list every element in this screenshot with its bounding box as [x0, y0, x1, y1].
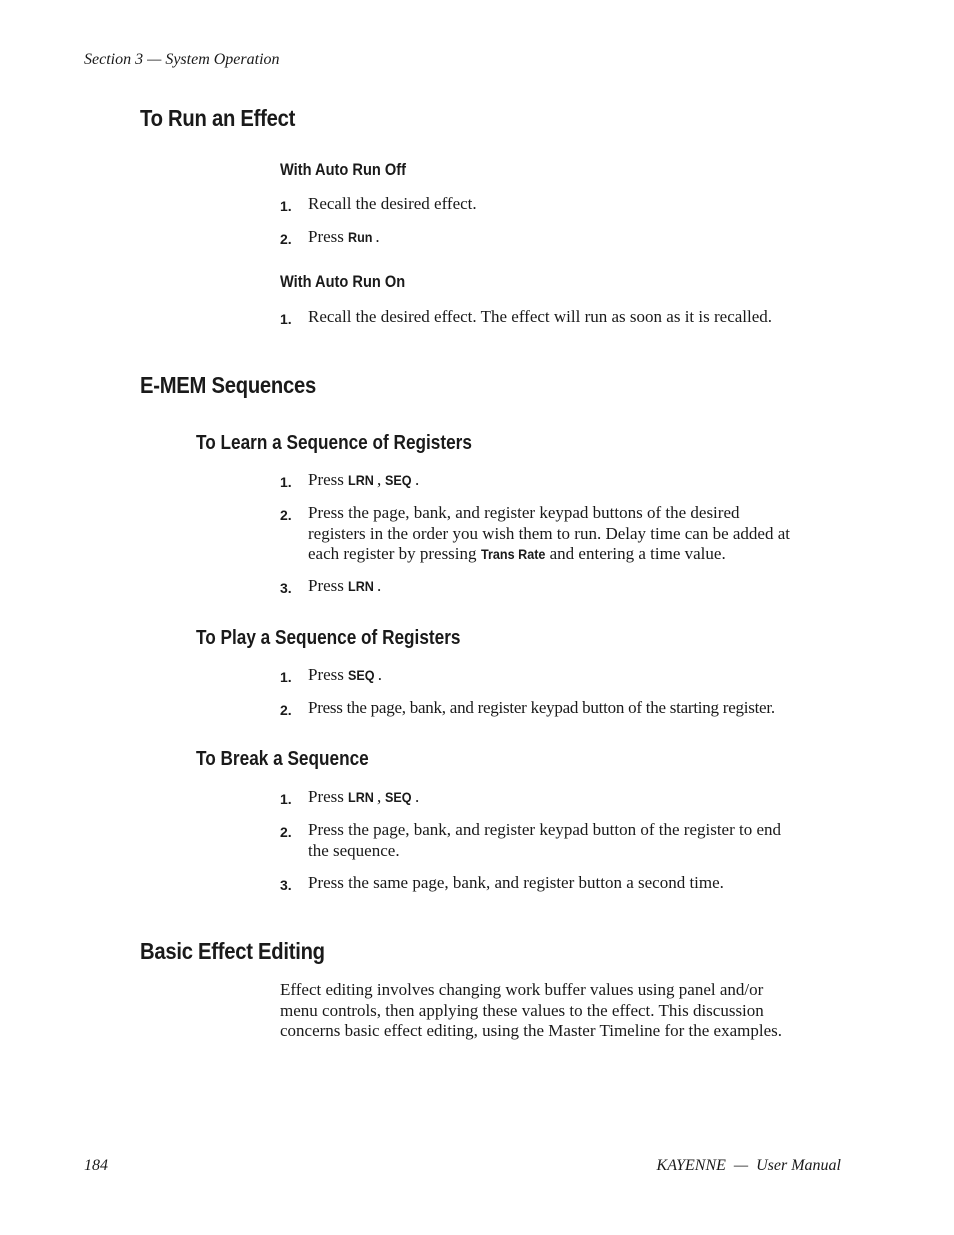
section-title-run-effect: To Run an Effect	[140, 105, 296, 131]
list-item	[280, 307, 840, 328]
list-item	[280, 698, 850, 719]
list-item	[280, 470, 840, 491]
keyword-lrn: LRN	[348, 789, 375, 805]
step-text: Press the same page, bank, and register button a second time.	[308, 873, 724, 892]
list-item	[280, 787, 840, 808]
section-title-emem-sequences: E-MEM Sequences	[140, 372, 316, 398]
keyword-trans-rate: Trans Rate	[480, 546, 546, 562]
list-item	[280, 227, 840, 248]
keyword-lrn: LRN	[348, 472, 375, 488]
keyword-seq: SEQ	[385, 472, 413, 488]
step-text: Press the page, bank, and register keypad button of the register to end the sequence.	[308, 820, 782, 860]
step-number: 3.	[280, 580, 292, 596]
step-number: 1.	[280, 669, 292, 685]
list-item	[280, 503, 850, 565]
keyword-run: Run	[348, 229, 373, 245]
step-text: Press SEQ .	[308, 665, 382, 684]
step-number: 3.	[280, 877, 292, 893]
list-item	[280, 194, 840, 215]
step-number: 2.	[280, 824, 292, 840]
body-paragraph: Effect editing involves changing work buffer values using panel and/or menu controls, then applying these values to the effect. This discussion concerns basic effect editing, using the Master Timeline for the examples.	[280, 980, 782, 1040]
step-text: Press the page, bank, and register keypad button of the starting register.	[308, 698, 775, 717]
step-text: Press the page, bank, and register keypad buttons of the desired registers in the order you wish them to run. Delay time can be added at each register by pressing Trans Rate and entering a time value.	[308, 503, 790, 563]
step-number: 1.	[280, 311, 292, 327]
section-title-basic-effect-editing: Basic Effect Editing	[140, 938, 325, 964]
step-number: 1.	[280, 474, 292, 490]
step-number: 1.	[280, 198, 292, 214]
list-item	[280, 665, 840, 686]
subheading-auto-run-off: With Auto Run Off	[280, 160, 407, 179]
subheading-auto-run-on: With Auto Run On	[280, 272, 406, 291]
keyword-seq: SEQ	[385, 789, 413, 805]
step-text: Recall the desired effect.	[308, 194, 477, 213]
keyword-seq: SEQ	[348, 667, 375, 683]
step-text: Press Run .	[308, 227, 380, 246]
footer-book-title: KAYENNE — User Manual	[656, 1157, 841, 1174]
subheading-play-sequence: To Play a Sequence of Registers	[196, 627, 461, 649]
page-number: 184	[84, 1157, 108, 1174]
step-number: 1.	[280, 791, 292, 807]
keyword-lrn: LRN	[348, 578, 375, 594]
step-text: Press LRN , SEQ .	[308, 787, 420, 806]
list-item	[280, 576, 840, 597]
step-text: Press LRN , SEQ .	[308, 470, 420, 489]
list-item	[280, 873, 840, 894]
step-number: 2.	[280, 231, 292, 247]
list-item	[280, 820, 850, 862]
subheading-break-sequence: To Break a Sequence	[196, 748, 369, 770]
running-header: Section 3 — System Operation	[84, 51, 280, 68]
step-number: 2.	[280, 507, 292, 523]
step-text: Recall the desired effect. The effect will run as soon as it is recalled.	[308, 307, 773, 326]
step-text: Press LRN .	[308, 576, 382, 595]
step-number: 2.	[280, 702, 292, 718]
subheading-learn-sequence: To Learn a Sequence of Registers	[196, 432, 472, 454]
